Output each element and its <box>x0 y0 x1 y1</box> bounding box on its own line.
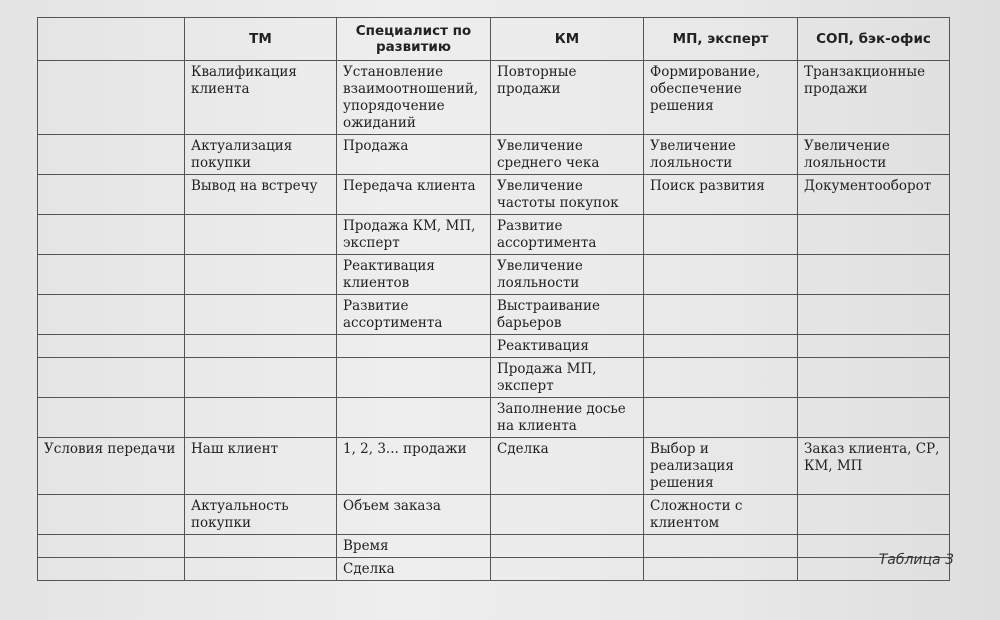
table-cell <box>337 358 491 398</box>
table-cell <box>185 215 337 255</box>
table-cell <box>185 255 337 295</box>
table-cell <box>798 335 950 358</box>
table-cell <box>491 495 644 535</box>
table-cell: Вывод на встречу <box>185 175 337 215</box>
table-cell: Актуализация покупки <box>185 135 337 175</box>
header-cell-empty <box>38 18 185 61</box>
table-cell: Выбор и реализация решения <box>644 438 798 495</box>
table-cell: Передача клиента <box>337 175 491 215</box>
table-cell: Выстраивание барьеров <box>491 295 644 335</box>
table-row <box>38 438 950 495</box>
table-cell <box>798 255 950 295</box>
table-cell: Транзакционные продажи <box>798 61 950 135</box>
table-cell <box>644 215 798 255</box>
table-cell <box>38 135 185 175</box>
table-cell: Продажа <box>337 135 491 175</box>
table-row <box>38 495 950 535</box>
table-cell: Развитие ассортимента <box>491 215 644 255</box>
table-cell <box>644 295 798 335</box>
roles-table <box>37 17 950 581</box>
table-row <box>38 255 950 295</box>
header-cell-sop: СОП, бэк-офис <box>798 18 950 61</box>
table-caption: Таблица 3 <box>878 552 954 568</box>
table-cell <box>798 495 950 535</box>
table-cell <box>644 398 798 438</box>
table-cell: Реактивация клиентов <box>337 255 491 295</box>
table-cell: Установление взаимоотношений, упорядочение ожиданий <box>337 61 491 135</box>
table-cell: Развитие ассортимента <box>337 295 491 335</box>
table-row <box>38 535 950 558</box>
header-cell-km: КМ <box>491 18 644 61</box>
table-cell: Увеличение лояльности <box>491 255 644 295</box>
table-cell <box>337 398 491 438</box>
table-cell <box>38 535 185 558</box>
table-cell: Актуальность покупки <box>185 495 337 535</box>
table-cell: Продажа МП, эксперт <box>491 358 644 398</box>
table-row <box>38 335 950 358</box>
table-cell: Сделка <box>491 438 644 495</box>
table-row <box>38 215 950 255</box>
table-cell <box>38 358 185 398</box>
table-cell: 1, 2, 3... продажи <box>337 438 491 495</box>
table-cell <box>185 358 337 398</box>
table-cell: Сложности с клиентом <box>644 495 798 535</box>
table-cell <box>798 215 950 255</box>
table-cell <box>185 295 337 335</box>
table-cell: Увеличение лояльности <box>798 135 950 175</box>
table-cell <box>185 535 337 558</box>
header-cell-mp: МП, эксперт <box>644 18 798 61</box>
table-cell: Увеличение среднего чека <box>491 135 644 175</box>
table-cell: Наш клиент <box>185 438 337 495</box>
table-cell <box>38 215 185 255</box>
table-cell: Реактивация <box>491 335 644 358</box>
table-cell <box>185 335 337 358</box>
table-header-row <box>38 18 950 61</box>
table-row <box>38 558 950 581</box>
table-cell <box>38 495 185 535</box>
table-cell <box>491 558 644 581</box>
table-cell <box>185 558 337 581</box>
table-cell: Заказ клиента, СР, КМ, МП <box>798 438 950 495</box>
table-cell <box>38 61 185 135</box>
table-body <box>38 61 950 581</box>
table-cell <box>644 558 798 581</box>
header-cell-tm: ТМ <box>185 18 337 61</box>
table-cell <box>38 175 185 215</box>
table-cell: Заполнение досье на клиента <box>491 398 644 438</box>
table-cell <box>38 335 185 358</box>
table-cell <box>798 358 950 398</box>
table-cell: Объем заказа <box>337 495 491 535</box>
table-cell: Повторные продажи <box>491 61 644 135</box>
table-cell <box>185 398 337 438</box>
table-cell: Время <box>337 535 491 558</box>
table-cell <box>798 398 950 438</box>
table-cell: Формирование, обеспечение решения <box>644 61 798 135</box>
table-row <box>38 295 950 335</box>
table-cell <box>798 295 950 335</box>
table-cell: Квалификация клиента <box>185 61 337 135</box>
table-cell <box>337 335 491 358</box>
table-cell <box>38 398 185 438</box>
table-cell: Поиск развития <box>644 175 798 215</box>
table-cell: Продажа КМ, МП, эксперт <box>337 215 491 255</box>
table-row <box>38 358 950 398</box>
header-cell-specialist: Специалист по развитию <box>337 18 491 61</box>
table-cell <box>644 358 798 398</box>
table-cell: Сделка <box>337 558 491 581</box>
table-cell <box>491 535 644 558</box>
table-cell <box>38 295 185 335</box>
table-cell <box>38 558 185 581</box>
table-row <box>38 61 950 135</box>
table-cell: Увеличение лояльности <box>644 135 798 175</box>
table-row <box>38 398 950 438</box>
table-cell <box>644 335 798 358</box>
table-cell <box>38 255 185 295</box>
table-cell <box>644 535 798 558</box>
table-cell: Документооборот <box>798 175 950 215</box>
table-row <box>38 135 950 175</box>
table-cell: Увеличение частоты покупок <box>491 175 644 215</box>
table-cell: Условия передачи <box>38 438 185 495</box>
table-row <box>38 175 950 215</box>
table-cell <box>644 255 798 295</box>
